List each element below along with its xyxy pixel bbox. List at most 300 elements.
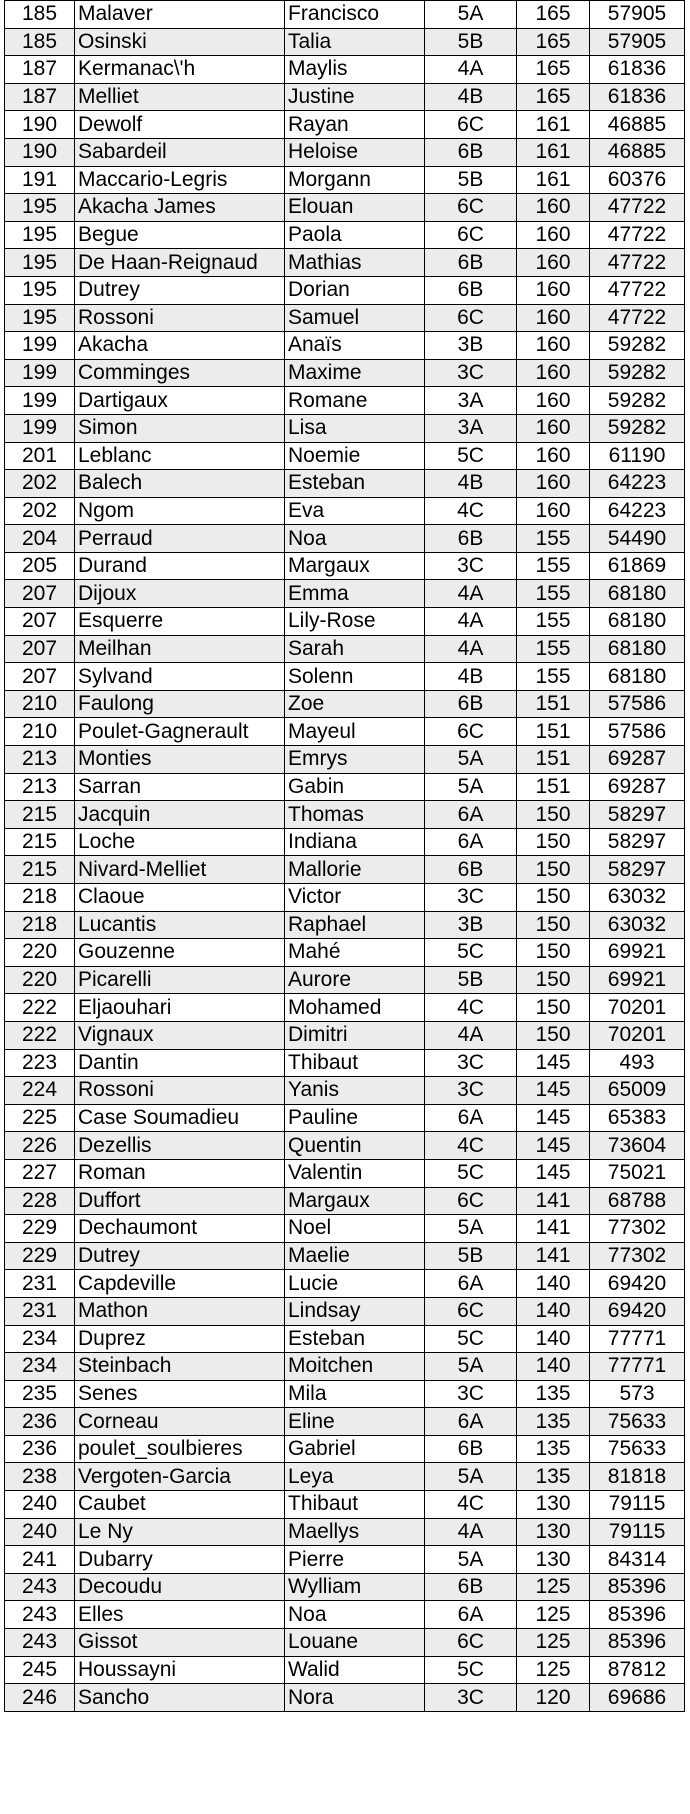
number-cell: 47722 (590, 249, 685, 277)
table-row (5, 414, 685, 442)
first-name-cell: Gabriel (285, 1435, 425, 1463)
score-cell: 150 (517, 801, 590, 829)
class-cell: 6B (425, 856, 517, 884)
last-name-cell: Nivard-Melliet (75, 856, 285, 884)
last-name-cell: Vignaux (75, 1021, 285, 1049)
last-name-cell: Poulet-Gagnerault (75, 718, 285, 746)
rank-cell: 220 (5, 939, 75, 967)
first-name-cell: Thomas (285, 801, 425, 829)
last-name-cell: Loche (75, 828, 285, 856)
rank-cell: 229 (5, 1242, 75, 1270)
last-name-cell: Esquerre (75, 608, 285, 636)
table-row (5, 580, 685, 608)
first-name-cell: Zoe (285, 690, 425, 718)
table-row (5, 884, 685, 912)
number-cell: 68180 (590, 635, 685, 663)
number-cell: 493 (590, 1049, 685, 1077)
last-name-cell: Eljaouhari (75, 994, 285, 1022)
first-name-cell: Talia (285, 28, 425, 56)
score-cell: 160 (517, 442, 590, 470)
last-name-cell: Duprez (75, 1325, 285, 1353)
score-cell: 150 (517, 994, 590, 1022)
last-name-cell: Mathon (75, 1297, 285, 1325)
table-row (5, 1021, 685, 1049)
last-name-cell: Claoue (75, 884, 285, 912)
score-cell: 130 (517, 1518, 590, 1546)
rank-cell: 202 (5, 497, 75, 525)
class-cell: 6B (425, 1573, 517, 1601)
number-cell: 60376 (590, 166, 685, 194)
first-name-cell: Romane (285, 387, 425, 415)
score-cell: 155 (517, 525, 590, 553)
score-cell: 120 (517, 1684, 590, 1712)
first-name-cell: Aurore (285, 966, 425, 994)
first-name-cell: Leya (285, 1463, 425, 1491)
number-cell: 68180 (590, 608, 685, 636)
rank-cell: 236 (5, 1435, 75, 1463)
class-cell: 3A (425, 414, 517, 442)
first-name-cell: Lindsay (285, 1297, 425, 1325)
last-name-cell: Senes (75, 1380, 285, 1408)
score-cell: 160 (517, 304, 590, 332)
table-row (5, 746, 685, 774)
table-row (5, 138, 685, 166)
score-cell: 160 (517, 332, 590, 360)
first-name-cell: Esteban (285, 470, 425, 498)
table-row (5, 1325, 685, 1353)
first-name-cell: Anaïs (285, 332, 425, 360)
class-cell: 4A (425, 56, 517, 84)
first-name-cell: Pauline (285, 1104, 425, 1132)
class-cell: 3B (425, 911, 517, 939)
table-row (5, 1629, 685, 1657)
rank-cell: 185 (5, 1, 75, 29)
table-row (5, 1601, 685, 1629)
first-name-cell: Mahé (285, 939, 425, 967)
rank-cell: 190 (5, 111, 75, 139)
class-cell: 4C (425, 1132, 517, 1160)
table-row (5, 194, 685, 222)
class-cell: 5C (425, 1656, 517, 1684)
rank-cell: 243 (5, 1629, 75, 1657)
score-cell: 155 (517, 580, 590, 608)
score-cell: 125 (517, 1573, 590, 1601)
first-name-cell: Maellys (285, 1518, 425, 1546)
last-name-cell: Faulong (75, 690, 285, 718)
table-row (5, 1546, 685, 1574)
rank-cell: 224 (5, 1077, 75, 1105)
number-cell: 46885 (590, 111, 685, 139)
table-row (5, 497, 685, 525)
class-cell: 6A (425, 1601, 517, 1629)
class-cell: 6C (425, 1187, 517, 1215)
rank-cell: 241 (5, 1546, 75, 1574)
first-name-cell: Walid (285, 1656, 425, 1684)
last-name-cell: Steinbach (75, 1353, 285, 1381)
last-name-cell: Le Ny (75, 1518, 285, 1546)
rank-cell: 187 (5, 83, 75, 111)
class-cell: 6C (425, 304, 517, 332)
score-cell: 160 (517, 414, 590, 442)
table-row (5, 359, 685, 387)
number-cell: 69921 (590, 966, 685, 994)
number-cell: 84314 (590, 1546, 685, 1574)
first-name-cell: Paola (285, 221, 425, 249)
score-cell: 141 (517, 1242, 590, 1270)
last-name-cell: Elles (75, 1601, 285, 1629)
class-cell: 6B (425, 249, 517, 277)
table-row (5, 28, 685, 56)
last-name-cell: De Haan-Reignaud (75, 249, 285, 277)
last-name-cell: Gissot (75, 1629, 285, 1657)
last-name-cell: Dantin (75, 1049, 285, 1077)
table-row (5, 856, 685, 884)
first-name-cell: Noa (285, 525, 425, 553)
last-name-cell: Sarran (75, 773, 285, 801)
rank-cell: 243 (5, 1573, 75, 1601)
rank-cell: 210 (5, 690, 75, 718)
rank-cell: 240 (5, 1518, 75, 1546)
class-cell: 4B (425, 83, 517, 111)
class-cell: 3C (425, 1684, 517, 1712)
table-row (5, 608, 685, 636)
first-name-cell: Justine (285, 83, 425, 111)
last-name-cell: Dechaumont (75, 1215, 285, 1243)
table-row (5, 552, 685, 580)
number-cell: 57905 (590, 28, 685, 56)
last-name-cell: Decoudu (75, 1573, 285, 1601)
table-row (5, 718, 685, 746)
rank-cell: 215 (5, 828, 75, 856)
number-cell: 46885 (590, 138, 685, 166)
class-cell: 6C (425, 221, 517, 249)
class-cell: 6A (425, 801, 517, 829)
number-cell: 77302 (590, 1215, 685, 1243)
rank-cell: 240 (5, 1491, 75, 1519)
class-cell: 5A (425, 1215, 517, 1243)
first-name-cell: Emrys (285, 746, 425, 774)
number-cell: 61836 (590, 83, 685, 111)
first-name-cell: Indiana (285, 828, 425, 856)
last-name-cell: Dijoux (75, 580, 285, 608)
last-name-cell: Rossoni (75, 304, 285, 332)
number-cell: 65383 (590, 1104, 685, 1132)
score-cell: 145 (517, 1104, 590, 1132)
score-cell: 145 (517, 1077, 590, 1105)
score-cell: 165 (517, 83, 590, 111)
class-cell: 6B (425, 138, 517, 166)
rank-cell: 245 (5, 1656, 75, 1684)
last-name-cell: Caubet (75, 1491, 285, 1519)
class-cell: 4A (425, 580, 517, 608)
rank-cell: 213 (5, 773, 75, 801)
table-row (5, 276, 685, 304)
table-row (5, 911, 685, 939)
class-cell: 3C (425, 884, 517, 912)
table-row (5, 1408, 685, 1436)
class-cell: 3A (425, 387, 517, 415)
number-cell: 59282 (590, 332, 685, 360)
number-cell: 85396 (590, 1573, 685, 1601)
first-name-cell: Mila (285, 1380, 425, 1408)
score-cell: 160 (517, 194, 590, 222)
rank-cell: 223 (5, 1049, 75, 1077)
score-cell: 125 (517, 1601, 590, 1629)
first-name-cell: Maxime (285, 359, 425, 387)
number-cell: 63032 (590, 884, 685, 912)
rank-cell: 195 (5, 249, 75, 277)
first-name-cell: Mayeul (285, 718, 425, 746)
number-cell: 69420 (590, 1297, 685, 1325)
number-cell: 77771 (590, 1353, 685, 1381)
score-cell: 160 (517, 359, 590, 387)
number-cell: 47722 (590, 276, 685, 304)
ranking-table-body (5, 1, 685, 1712)
class-cell: 6C (425, 1629, 517, 1657)
rank-cell: 243 (5, 1601, 75, 1629)
rank-cell: 207 (5, 635, 75, 663)
first-name-cell: Sarah (285, 635, 425, 663)
class-cell: 6C (425, 718, 517, 746)
first-name-cell: Lisa (285, 414, 425, 442)
last-name-cell: Dewolf (75, 111, 285, 139)
score-cell: 140 (517, 1297, 590, 1325)
rank-cell: 204 (5, 525, 75, 553)
class-cell: 4C (425, 994, 517, 1022)
rank-cell: 199 (5, 332, 75, 360)
last-name-cell: Maccario-Legris (75, 166, 285, 194)
class-cell: 3C (425, 359, 517, 387)
number-cell: 85396 (590, 1601, 685, 1629)
first-name-cell: Victor (285, 884, 425, 912)
class-cell: 5C (425, 442, 517, 470)
score-cell: 150 (517, 966, 590, 994)
rank-cell: 213 (5, 746, 75, 774)
rank-cell: 195 (5, 304, 75, 332)
last-name-cell: Dutrey (75, 1242, 285, 1270)
first-name-cell: Moitchen (285, 1353, 425, 1381)
last-name-cell: Begue (75, 221, 285, 249)
score-cell: 155 (517, 663, 590, 691)
rank-cell: 220 (5, 966, 75, 994)
last-name-cell: Lucantis (75, 911, 285, 939)
first-name-cell: Solenn (285, 663, 425, 691)
last-name-cell: Simon (75, 414, 285, 442)
table-row (5, 828, 685, 856)
class-cell: 5A (425, 1, 517, 29)
number-cell: 85396 (590, 1629, 685, 1657)
rank-cell: 246 (5, 1684, 75, 1712)
number-cell: 57586 (590, 718, 685, 746)
number-cell: 81818 (590, 1463, 685, 1491)
score-cell: 165 (517, 28, 590, 56)
class-cell: 4B (425, 470, 517, 498)
last-name-cell: Capdeville (75, 1270, 285, 1298)
score-cell: 161 (517, 111, 590, 139)
class-cell: 4A (425, 1518, 517, 1546)
score-cell: 160 (517, 221, 590, 249)
number-cell: 61836 (590, 56, 685, 84)
last-name-cell: Sylvand (75, 663, 285, 691)
table-row (5, 1656, 685, 1684)
score-cell: 141 (517, 1215, 590, 1243)
class-cell: 3C (425, 1380, 517, 1408)
first-name-cell: Lily-Rose (285, 608, 425, 636)
number-cell: 58297 (590, 828, 685, 856)
number-cell: 69420 (590, 1270, 685, 1298)
class-cell: 3B (425, 332, 517, 360)
score-cell: 165 (517, 56, 590, 84)
last-name-cell: Monties (75, 746, 285, 774)
rank-cell: 235 (5, 1380, 75, 1408)
score-cell: 141 (517, 1187, 590, 1215)
table-row (5, 83, 685, 111)
ranking-table (4, 0, 685, 1712)
class-cell: 3C (425, 552, 517, 580)
number-cell: 87812 (590, 1656, 685, 1684)
table-row (5, 249, 685, 277)
table-row (5, 1573, 685, 1601)
first-name-cell: Mallorie (285, 856, 425, 884)
score-cell: 130 (517, 1491, 590, 1519)
first-name-cell: Valentin (285, 1159, 425, 1187)
score-cell: 150 (517, 911, 590, 939)
table-row (5, 939, 685, 967)
class-cell: 6C (425, 194, 517, 222)
number-cell: 54490 (590, 525, 685, 553)
first-name-cell: Dimitri (285, 1021, 425, 1049)
score-cell: 135 (517, 1435, 590, 1463)
class-cell: 6A (425, 1270, 517, 1298)
rank-cell: 227 (5, 1159, 75, 1187)
table-row (5, 221, 685, 249)
first-name-cell: Elouan (285, 194, 425, 222)
number-cell: 47722 (590, 194, 685, 222)
rank-cell: 199 (5, 387, 75, 415)
score-cell: 165 (517, 1, 590, 29)
last-name-cell: Picarelli (75, 966, 285, 994)
rank-cell: 190 (5, 138, 75, 166)
score-cell: 151 (517, 746, 590, 774)
score-cell: 145 (517, 1159, 590, 1187)
class-cell: 5B (425, 28, 517, 56)
rank-cell: 238 (5, 1463, 75, 1491)
last-name-cell: Malaver (75, 1, 285, 29)
class-cell: 6C (425, 111, 517, 139)
class-cell: 5B (425, 1242, 517, 1270)
class-cell: 4A (425, 1021, 517, 1049)
rank-cell: 222 (5, 994, 75, 1022)
number-cell: 77771 (590, 1325, 685, 1353)
table-row (5, 801, 685, 829)
first-name-cell: Yanis (285, 1077, 425, 1105)
rank-cell: 199 (5, 359, 75, 387)
last-name-cell: Dutrey (75, 276, 285, 304)
number-cell: 69287 (590, 773, 685, 801)
class-cell: 6C (425, 1297, 517, 1325)
rank-cell: 201 (5, 442, 75, 470)
rank-cell: 236 (5, 1408, 75, 1436)
score-cell: 150 (517, 856, 590, 884)
rank-cell: 191 (5, 166, 75, 194)
number-cell: 57586 (590, 690, 685, 718)
class-cell: 5A (425, 773, 517, 801)
class-cell: 6B (425, 690, 517, 718)
first-name-cell: Samuel (285, 304, 425, 332)
last-name-cell: Dezellis (75, 1132, 285, 1160)
class-cell: 3C (425, 1077, 517, 1105)
class-cell: 5C (425, 1325, 517, 1353)
rank-cell: 228 (5, 1187, 75, 1215)
table-row (5, 635, 685, 663)
number-cell: 68180 (590, 580, 685, 608)
rank-cell: 207 (5, 580, 75, 608)
class-cell: 6A (425, 1408, 517, 1436)
last-name-cell: Sancho (75, 1684, 285, 1712)
last-name-cell: Roman (75, 1159, 285, 1187)
number-cell: 58297 (590, 856, 685, 884)
rank-cell: 234 (5, 1325, 75, 1353)
first-name-cell: Lucie (285, 1270, 425, 1298)
table-row (5, 1353, 685, 1381)
table-row (5, 1187, 685, 1215)
score-cell: 135 (517, 1463, 590, 1491)
table-row (5, 525, 685, 553)
table-row (5, 1242, 685, 1270)
class-cell: 5B (425, 166, 517, 194)
first-name-cell: Mathias (285, 249, 425, 277)
score-cell: 151 (517, 773, 590, 801)
table-row (5, 1435, 685, 1463)
score-cell: 150 (517, 828, 590, 856)
number-cell: 68788 (590, 1187, 685, 1215)
rank-cell: 231 (5, 1297, 75, 1325)
number-cell: 65009 (590, 1077, 685, 1105)
score-cell: 145 (517, 1132, 590, 1160)
number-cell: 68180 (590, 663, 685, 691)
last-name-cell: Dubarry (75, 1546, 285, 1574)
last-name-cell: Case Soumadieu (75, 1104, 285, 1132)
class-cell: 5A (425, 1463, 517, 1491)
first-name-cell: Eva (285, 497, 425, 525)
class-cell: 5C (425, 939, 517, 967)
number-cell: 64223 (590, 497, 685, 525)
table-row (5, 1270, 685, 1298)
first-name-cell: Heloise (285, 138, 425, 166)
rank-cell: 207 (5, 663, 75, 691)
first-name-cell: Noel (285, 1215, 425, 1243)
first-name-cell: Thibaut (285, 1049, 425, 1077)
score-cell: 125 (517, 1656, 590, 1684)
class-cell: 5B (425, 966, 517, 994)
rank-cell: 222 (5, 1021, 75, 1049)
score-cell: 160 (517, 249, 590, 277)
last-name-cell: Durand (75, 552, 285, 580)
number-cell: 573 (590, 1380, 685, 1408)
score-cell: 151 (517, 690, 590, 718)
last-name-cell: Leblanc (75, 442, 285, 470)
first-name-cell: Eline (285, 1408, 425, 1436)
last-name-cell: Akacha James (75, 194, 285, 222)
rank-cell: 225 (5, 1104, 75, 1132)
rank-cell: 218 (5, 911, 75, 939)
last-name-cell: Melliet (75, 83, 285, 111)
table-row (5, 1132, 685, 1160)
class-cell: 6B (425, 1435, 517, 1463)
rank-cell: 205 (5, 552, 75, 580)
number-cell: 73604 (590, 1132, 685, 1160)
class-cell: 3C (425, 1049, 517, 1077)
